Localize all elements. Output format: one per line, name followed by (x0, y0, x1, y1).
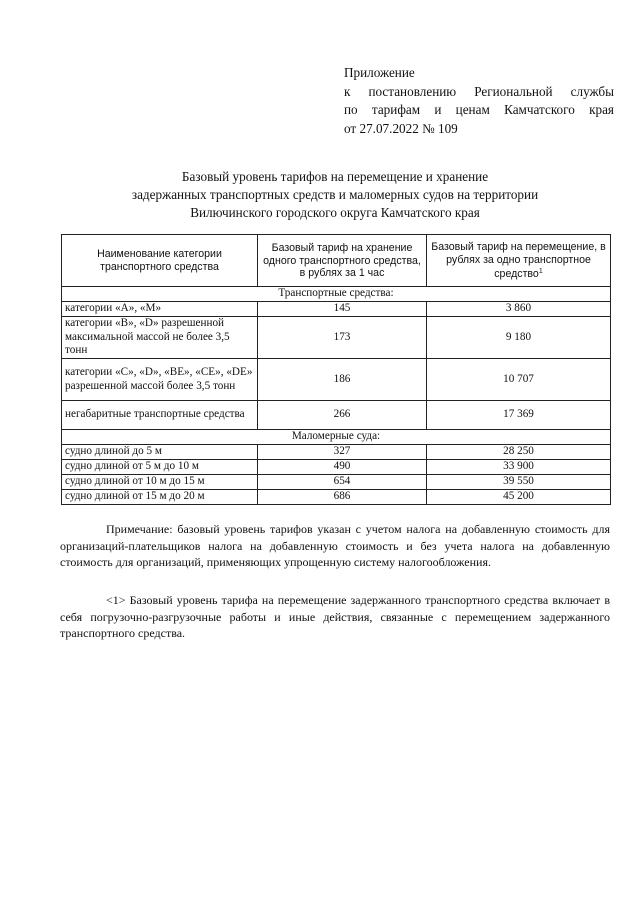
table-row (62, 490, 611, 505)
appendix-date-number: от 27.07.2022 № 109 (344, 120, 458, 136)
storage-value: 173 (258, 317, 427, 359)
table-header-row (62, 235, 611, 287)
section-row (62, 430, 611, 445)
category-name: негабаритные транспортные средства (62, 401, 258, 430)
appendix-authority-line: по тарифам и ценам Камчатского края (344, 102, 614, 117)
table-row (62, 401, 611, 430)
table-row (62, 475, 611, 490)
move-value: 33 900 (427, 460, 611, 475)
move-value: 28 250 (427, 445, 611, 460)
footnote-marker: 1 (538, 268, 543, 276)
category-name: судно длиной до 5 м (62, 445, 258, 460)
title-line-2: задержанных транспортных средств и маломерных судов на территории (131, 187, 539, 203)
storage-value: 145 (258, 302, 427, 317)
appendix-resolution-line: к постановлению Региональной службы (344, 83, 614, 99)
note-paragraph: Примечание: базовый уровень тарифов указан с учетом налога на добавленную стоимость для организаций-плательщиков налога на добавленную стоимость и без учета налога на добавленную стоимость для организаций, применяющих упрощенную систему налогообложения. (60, 522, 610, 570)
move-value: 17 369 (427, 401, 611, 430)
category-name: категории «B», «D» разрешенной максимальной массой не более 3,5 тонн (62, 317, 258, 359)
appendix-heading: Приложение (344, 65, 415, 80)
footnote-paragraph: <1> Базовый уровень тарифа на перемещение задержанного транспортного средства включает в себя погрузочно-разгрузочные работы и иные действия, связанные с перемещением задержанного транспортного средства. (60, 593, 610, 641)
move-value: 3 860 (427, 302, 611, 317)
title-line-1: Базовый уровень тарифов на перемещение и хранение (181, 169, 489, 184)
table-row (62, 359, 611, 401)
category-name: судно длиной от 10 м до 15 м (62, 475, 258, 490)
table-row (62, 302, 611, 317)
category-name: судно длиной от 5 м до 10 м (62, 460, 258, 475)
section-row (62, 287, 611, 302)
header-move-tariff (427, 235, 611, 287)
move-value: 10 707 (427, 359, 611, 401)
category-name: категории «C», «D», «BE», «CE», «DE» разрешенной массой более 3,5 тонн (62, 359, 258, 401)
header-category: Наименование категории транспортного средства (62, 235, 258, 287)
move-value: 9 180 (427, 317, 611, 359)
appendix-block (344, 64, 614, 138)
storage-value: 490 (258, 460, 427, 475)
storage-value: 654 (258, 475, 427, 490)
header-move-tariff-text: Базовый тариф на перемещение, в рублях за одно транспортное средство (431, 240, 606, 281)
header-storage-tariff: Базовый тариф на хранение одного транспортного средства, в рублях за 1 час (258, 235, 427, 287)
storage-value: 686 (258, 490, 427, 505)
move-value: 39 550 (427, 475, 611, 490)
section-title: Транспортные средства: (62, 287, 611, 302)
section-title: Маломерные суда: (62, 430, 611, 445)
category-name: категории «A», «M» (62, 302, 258, 317)
table-row (62, 317, 611, 359)
title-line-3: Вилючинского городского округа Камчатского края (190, 205, 480, 221)
storage-value: 186 (258, 359, 427, 401)
table-row (62, 445, 611, 460)
tariff-table (61, 234, 611, 505)
storage-value: 266 (258, 401, 427, 430)
document-title (60, 168, 610, 223)
table-row (62, 460, 611, 475)
storage-value: 327 (258, 445, 427, 460)
category-name: судно длиной от 15 м до 20 м (62, 490, 258, 505)
move-value: 45 200 (427, 490, 611, 505)
